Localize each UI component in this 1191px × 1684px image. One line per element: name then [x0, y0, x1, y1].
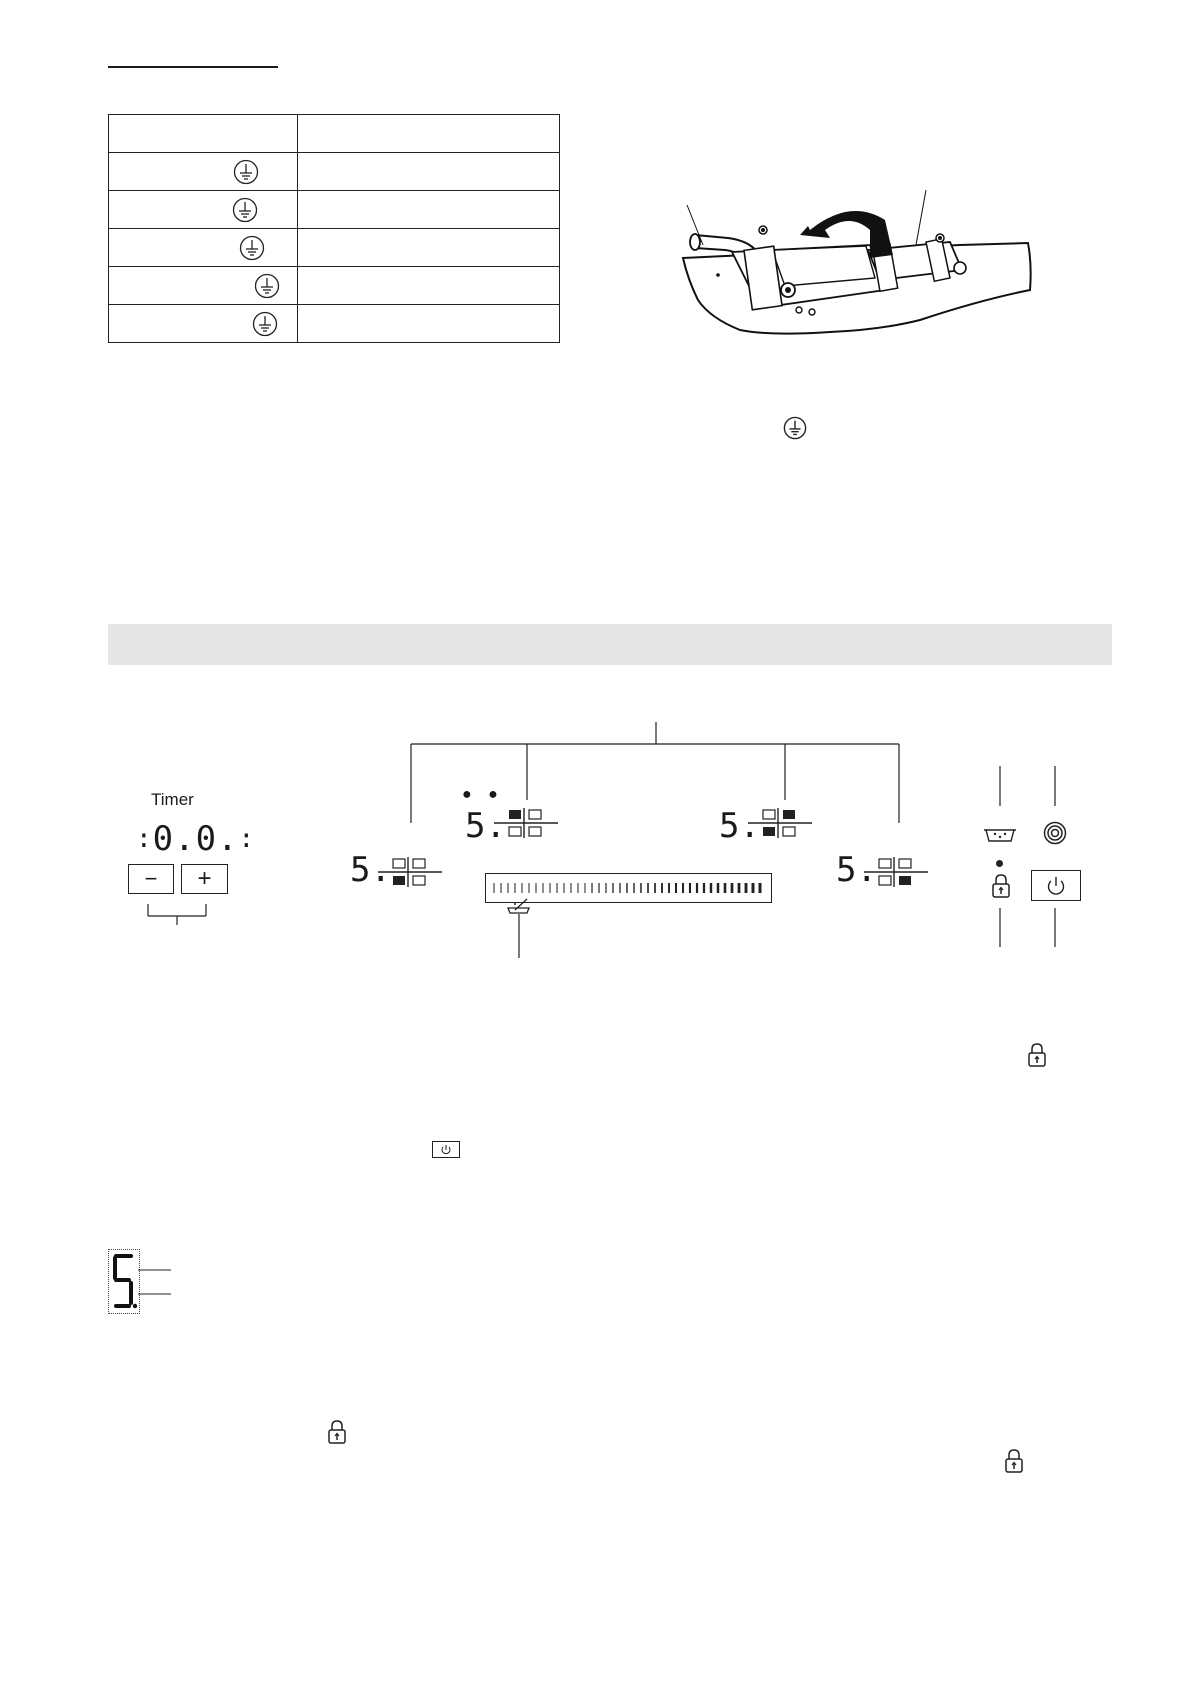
lock-icon — [1027, 1042, 1047, 1068]
zone-position-icon — [494, 806, 558, 840]
lock-icon — [1004, 1448, 1024, 1474]
zone-display: 5. — [465, 806, 506, 846]
keep-warm-icon[interactable] — [984, 824, 1016, 844]
lock-icon[interactable] — [991, 873, 1011, 899]
lock-indicator-dot — [996, 860, 1003, 867]
power-icon — [433, 1142, 459, 1157]
zone-dots: ● ● — [462, 786, 504, 803]
timer-display: :0.0.: — [136, 819, 256, 859]
zone-position-icon — [864, 855, 928, 889]
boost-icon[interactable] — [1043, 821, 1067, 845]
segment-leaders — [138, 1260, 174, 1300]
zone-position-icon — [378, 855, 442, 889]
digit-five — [109, 1250, 139, 1313]
lock-icon — [327, 1419, 347, 1445]
power-button[interactable] — [1031, 870, 1081, 901]
segment-display-detail — [108, 1249, 140, 1314]
timer-minus-button[interactable] — [128, 864, 174, 894]
power-key-inline — [432, 1141, 460, 1158]
zone-display: 5. — [350, 850, 391, 890]
plus-label: + — [197, 865, 212, 892]
pan-icon — [505, 898, 533, 916]
zone-position-icon — [748, 806, 812, 840]
zone-display: 5. — [719, 806, 760, 846]
timer-digits: 0.0. — [152, 819, 239, 859]
timer-plus-button[interactable] — [181, 864, 228, 894]
minus-label: − — [144, 866, 158, 891]
timer-label: Timer — [151, 790, 194, 809]
zone-display: 5. — [836, 850, 877, 890]
power-icon — [1032, 871, 1080, 900]
